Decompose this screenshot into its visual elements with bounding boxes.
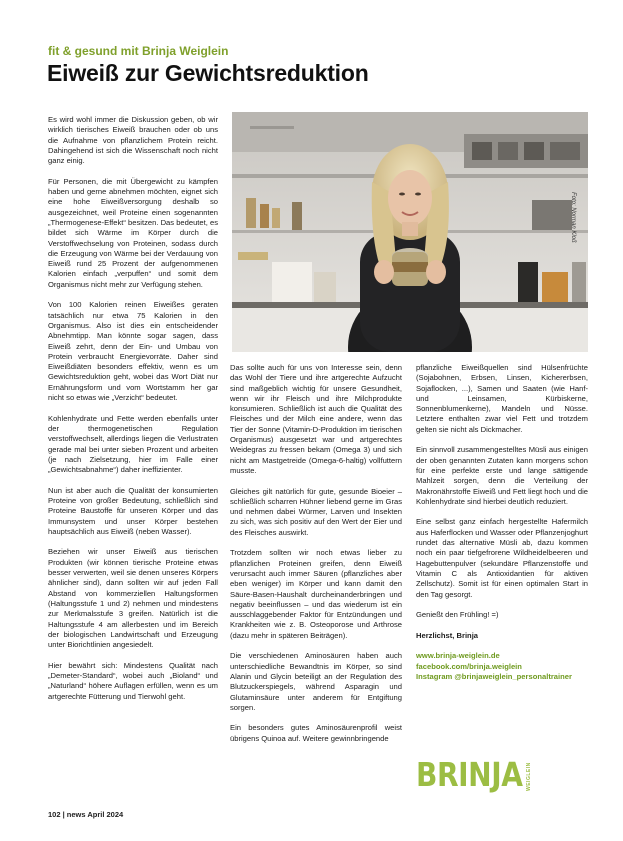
paragraph: pflanzliche Eiweißquellen sind Hülsenfrüchte (Sojabohnen, Erbsen, Linsen, Kichererbsen, Sojaflocken, ...), Samen und Saaten (wie Hanf- und Leinsamen, Kürbiskerne, Sonnenblumenkerne), Mandeln und Nüsse. Letztere enthalten zwar viel Fett und trotzdem gelten sie nicht als Dickmacher. bbox=[416, 363, 588, 434]
paragraph: Von 100 Kalorien reinen Eiweißes geraten tatsächlich nur etwa 75 Kalorien in den Organismus. Also ist dies ein entscheidender Abnehmtipp. Man könnte sogar sagen, dass Eiweiß zehrt, denn der Ein- und Umbau von Protein verbraucht Energievorräte. Daher sind Eiweißdiäten besonders effektiv, wenn es um Gewichtsreduktion geht, wobei das Wort Diät nur Ernährungsform und vom Wortstamm her gar nicht so etwas wie „Verzicht“ bedeutet. bbox=[48, 300, 218, 403]
page-footer: 102 | news April 2024 bbox=[48, 810, 124, 819]
signoff: Herzlichst, Brinja bbox=[416, 630, 479, 640]
column-2 bbox=[230, 363, 402, 754]
paragraph: Es wird wohl immer die Diskussion geben, ob wir wirklich tierisches Eiweiß brauchen oder ob uns die Aufnahme von pflanzlichem Protein reicht. Dahingehend ist sich die Wissenschaft noch nicht ganz einig. bbox=[48, 115, 218, 166]
paragraph: Gleiches gilt natürlich für gute, gesunde Bioeier – schließlich scharren Hühner liebend gerne im Gras und nehmen dabei Würmer, Larven und Insekten zu sich, was sich positiv auf den Wert der Eier und des Fleisches auswirkt. bbox=[230, 486, 402, 537]
paragraph: Die verschiedenen Aminosäuren haben auch unterschiedliche Bewandtnis im Körper, so sind Alanin und Glycin beteiligt an der Regulation des Blutzuckerspiegels, während Asparagin und Glutaminsäure unter anderem für Entgiftung sorgen. bbox=[230, 651, 402, 712]
article-title: Eiweiß zur Gewichtsreduktion bbox=[47, 60, 369, 86]
website-link[interactable]: www.brinja-weiglein.de bbox=[416, 651, 500, 661]
paragraph: Das sollte auch für uns von Interesse sein, denn das Wohl der Tiere und ihre artgerechte Aufzucht sind maßgeblich wichtig für unsere Gesundheit, wenn wir ihr Fleisch und ihre Milchprodukte konsumieren. Schließlich ist auch die Qualität des Fleisches und der Milch eine andere, wenn das Tier der Sonne (Vitamin-D-Produktion im tierischen Organismus) ausgesetzt war und artgerechtes Weidegras zu fressen bekam (Omega 3) und sich nicht am Mastgetreide (Omega-6-haltig) vollfuttern musste. bbox=[230, 363, 402, 475]
paragraph: Hier bewährt sich: Mindestens Qualität nach „Demeter-Standard“, wobei auch „Bioland“ und „Naturland“ höhere Auflagen erfüllen, wenn es um artgerechte Fütterung und Tierwohl geht. bbox=[48, 660, 218, 701]
paragraph: Für Personen, die mit Übergewicht zu kämpfen haben und gerne abnehmen möchten, eignet sich eine hohe Eiweißversorgung deshalb so ausgezeichnet, weil Proteine einen sogenannten „Thermogenese-Effekt“ besitzen. Das bedeutet, es bildet sich Wärme im Körper durch die Verstoffwechselung von Proteinen, sodass durch die Erzeugung von Wärme bei der Verdauung von Eiweiß rund 25 Prozent der aufgenommenen Kalorien einfach „verpuffen“ und somit dem Organismus nicht mehr zur Verfügung stehen. bbox=[48, 176, 218, 289]
contact-links bbox=[416, 651, 588, 682]
instagram-link[interactable]: Instagram @brinjaweiglein_personaltrainer bbox=[416, 671, 572, 681]
paragraph: Trotzdem sollten wir noch etwas lieber zu pflanzlichen Proteinen greifen, denn Eiweiß verursacht auch immer Säuren (pflanzliches aber eben weniger) im Körper und kann damit den Säure-Basen-Haushalt durcheinanderbringen und negativ beeinflussen – und das wiederum ist ein ausschlaggebender Faktor für Entzündungen und Krankheiten wie z. B. Osteoporose und Arthrose (dazu mehr in späteren Beiträgen). bbox=[230, 548, 402, 640]
paragraph: Ein sinnvoll zusammengestelltes Müsli aus einigen der oben genannten Zutaten kann morgens schon für eine perfekte erste und lange sättigende Mahlzeit sorgen, denn die Verteilung der Makronährstoffe Eiweiß und Fett liegt hoch und die Kohlenhydrate sind hierbei deutlich reduziert. bbox=[416, 445, 588, 506]
paragraph: Kohlenhydrate und Fette werden ebenfalls unter der thermogenetischen Regulation verstoffwechselt, allerdings liegen die Verlustraten gerade mal bei unter sieben Prozent und arbeiten (je nach Zielsetzung, hier im Falle einer „Gewichtsabnahme“) daher ineffizienter. bbox=[48, 413, 218, 475]
paragraph: Ein besonders gutes Aminosäurenprofil weist übrigens Quinoa auf. Weitere gewinnbringende bbox=[230, 723, 402, 743]
photo-credit: Foto: Norman Kloß bbox=[570, 192, 576, 243]
paragraph: Beziehen wir unser Eiweiß aus tierischen Produkten (wir können tierische Proteine etwas besser verwerten, weil sie denen unseres Körpers ähnlicher sind), dann sollten wir auf jeden Fall Abstand von kommerziellen Haltungsformen (Haltungsstufe 1 und 2) nehmen und mindestens zur Merkmalsstufe 3 greifen. Natürlich ist die Haltungsstufe 4 am allerbesten und im Bereich der biologischen Landwirtschaft und Erzeugung unter Biorichtlinien angesiedelt. bbox=[48, 547, 218, 650]
article-photo bbox=[232, 112, 588, 352]
paragraph: Nun ist aber auch die Qualität der konsumierten Proteine von großer Bedeutung, schließlich sind Proteine Baustoffe für unseren Körper und das Immunsystem und unser Körper bestehen hauptsächlich aus Eiweiß (neben Wasser). bbox=[48, 485, 218, 536]
logo-subtext: WEIGLEIN bbox=[526, 762, 532, 791]
column-3 bbox=[416, 363, 588, 682]
brinja-logo bbox=[416, 757, 536, 793]
logo-wordmark: BRINJA bbox=[416, 755, 523, 794]
paragraph: Genießt den Frühling! =) bbox=[416, 610, 499, 620]
facebook-link[interactable]: facebook.com/brinja.weiglein bbox=[416, 661, 522, 671]
paragraph: Eine selbst ganz einfach hergestellte Hafermilch aus Haferflocken und Wasser oder Pflanzenjoghurt rundet das alternative Müsli ab, dazu kommen noch ein paar tiefgefrorene Wildheidelbeeren und Hagebuttenpulver (sekundäre Pflanzenstoffe und Vitamin C als Antioxidantien für aktiven Zellschutz). Somit ist für einen optimalen Start in den Tag gesorgt. bbox=[416, 517, 588, 599]
kicker: fit & gesund mit Brinja Weiglein bbox=[48, 44, 229, 58]
kitchen-photo-illustration bbox=[232, 112, 588, 352]
column-1 bbox=[48, 115, 218, 712]
